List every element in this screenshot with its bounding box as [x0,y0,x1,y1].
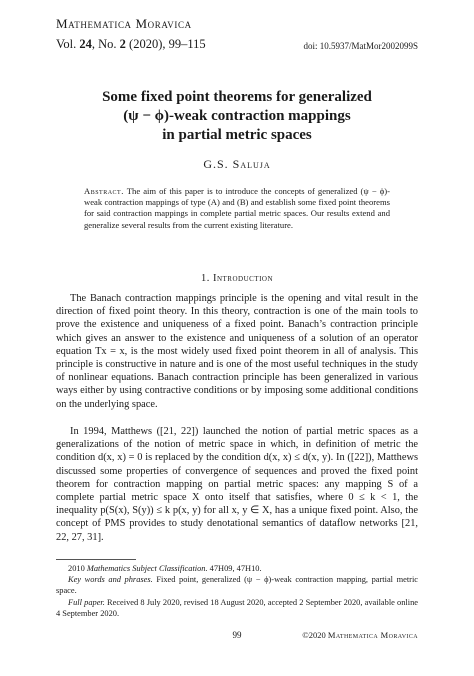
paragraph-1: The Banach contraction mappings principle is the opening and vital result in the direction of fixed point theory. In this theory, contraction is one of the main tools to prove the existence and uniqueness of a fixed point. Banach’s contraction principle which gives an answer to the existence and uniqueness of a solution of an operator equation Tx = x, is the most widely used fixed point theorem in all of analysis. This principle is constructive in nature and is one of the most useful techniques in the study of nonlinear equations. Banach contraction principle has been generalized in various ways either by using contractive conditions or by imposing some additional conditions on the underlying space. [56,293,418,410]
msc-year: 2010 [68,564,85,573]
footnote-rule [56,559,136,560]
issue-number: 2 [119,37,126,51]
doi: doi: 10.5937/MatMor2002099S [303,41,418,51]
journal-name: Mathematica Moravica [56,16,192,31]
volume-prefix: Vol. [56,37,77,51]
copyright-owner: Mathematica Moravica [327,630,418,640]
history-text: Received 8 July 2020, revised 18 August 2020, accepted 2 September 2020, available online 4 September 2020. [56,598,418,618]
volume-info [56,37,206,52]
year-pages: (2020), 99–115 [129,37,206,51]
copyright-year: ©2020 [302,630,326,640]
footnote-keywords [56,574,418,596]
footnote-history [56,597,418,619]
keywords-label: Key words and phrases. [68,575,153,584]
abstract-label: Abstract. [84,186,124,196]
history-label: Full paper. [68,598,105,607]
copyright [302,630,418,640]
paragraph-2: In 1994, Matthews ([21, 22]) launched the notion of partial metric spaces as a generalizations of the notion of metric space in which, in definition of metric the condition d(x, x) = 0 is replaced by the condition d(x, x) ≤ d(x, y). In ([22]), Matthews discussed some properties of convergence of sequences and proved the fixed point theorem for contraction mapping on partial metric spaces: any mapping S of a complete partial metric space X onto itself that satisfies, where 0 ≤ k < 1, the inequality p(S(x), S(y)) ≤ k p(x, y) for all x, y ∈ X, has a unique fixed point. Also, the concept of PMS provides to study denotational semantics of dataflow networks [21, 22, 27, 31]. [56,426,418,543]
title-line-1: Some fixed point theorems for generalized [102,89,372,105]
author-name: G.S. Saluja [203,157,271,171]
section-heading: 1. Introduction [200,273,274,284]
keywords-text: Fixed point, generalized (ψ − ϕ)-weak contraction mapping, partial metric space. [56,575,419,595]
paper-title [56,88,418,145]
issue-prefix: , No. [91,37,117,51]
footnote-msc [56,563,418,574]
msc-codes: 47H09, 47H10. [209,564,262,573]
title-line-2: (ψ − ϕ)-weak contraction mappings [123,108,351,124]
msc-label: Mathematics Subject Classification. [86,564,208,573]
page-number: 99 [232,630,242,640]
abstract-text: The aim of this paper is to introduce the concepts of generalized (ψ − ϕ)-weak contraction mappings of type (A) and (B) and establish some fixed point theorems for said contraction mappings in complete partial metric spaces. Our results extend and generalize several results from the current existing literature. [84,186,390,230]
abstract [84,186,390,231]
title-line-3: in partial metric spaces [162,127,312,143]
volume-number: 24 [79,37,92,51]
